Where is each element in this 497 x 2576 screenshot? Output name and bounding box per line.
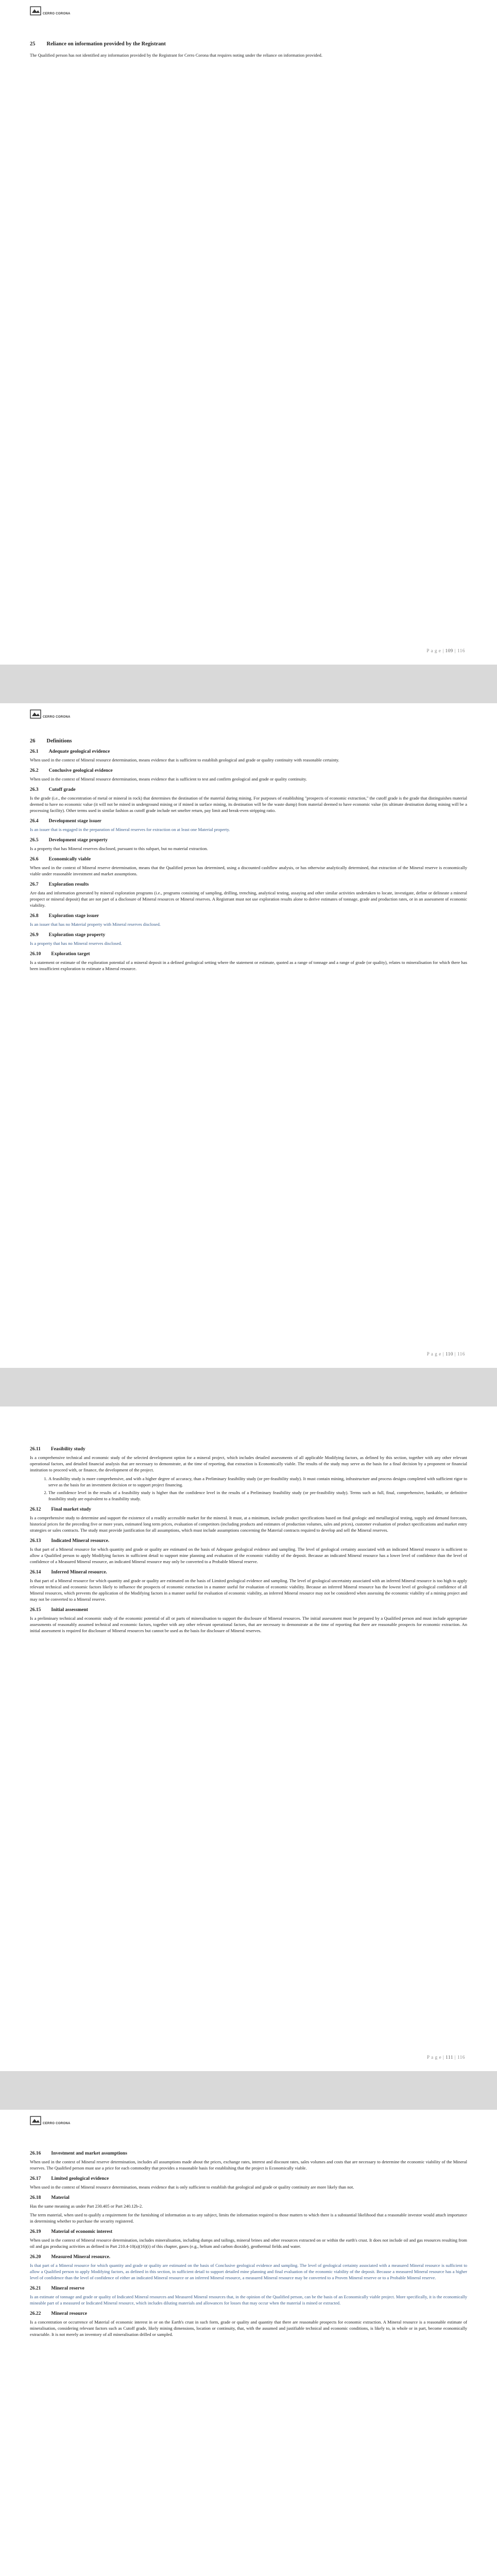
definition-text: When used in the context of Mineral resource determination, means evidence that is sufficient to establish geological and grade or quality continuity with reasonable certainty. — [30, 757, 339, 762]
definition-text: Is a statement or estimate of the exploration potential of a mineral deposit in a defined geological setting where the statement or estimate, quoted as a range of tonnage and a range of grade (or quality), relates to mineralisation for which there has been insufficient exploration to estimate a Mineral resource. — [30, 960, 467, 971]
definition-text: Is a comprehensive technical and economic study of the selected development option for a mineral project, which includes detailed assessments of all applicable Modifying factors, as defined by this section, together with any other relevant operational factors, and detailed financial analysis that are necessary to demonstrate, at the time of reporting, that extraction is Economically viable. The results of the study may serve as the basis for a final decision by a proponent or financial institution to proceed with, or finance, the development of the project. — [30, 1455, 467, 1472]
definition-text: When used in the context of Mineral reserve determination, means that the Qualified person has determined, using a discounted cashflow analysis, or has otherwise analytically determined, that extraction of the Mineral reserve is economically viable under reasonable investment and market assumptions. — [30, 865, 467, 876]
list-item: 2. The confidence level in the results of a feasibility study is higher than the confidence level in the results of a Preliminary feasibility study (or pre-feasibility study). Terms such as full, final, comprehensive, bankable, or definitive feasibility study are equivalent to a feasibility study. — [48, 1489, 467, 1502]
definition-heading: 26.18 Material — [30, 2195, 70, 2200]
section-heading: 25 Reliance on information provided by the Registrant — [30, 41, 166, 47]
definition-heading: 26.6 Economically viable — [30, 857, 91, 862]
definition-heading: 26.14 Inferred Mineral resource. — [30, 1570, 107, 1575]
document-page — [0, 1406, 497, 2071]
section-heading: 26 Definitions — [30, 738, 72, 744]
definition-heading: 26.2 Conclusive geological evidence — [30, 768, 113, 773]
definition-heading: 26.19 Material of economic interest — [30, 2229, 113, 2234]
definition-text: Is an issuer that is engaged in the preparation of Mineral reserves for extraction on at least one Material property. — [30, 827, 230, 832]
definition-heading: 26.10 Exploration target — [30, 952, 90, 957]
definition-heading: 26.12 Final market study — [30, 1507, 91, 1512]
definition-heading: 26.15 Initial assessment — [30, 1607, 88, 1613]
definition-heading: 26.4 Development stage issuer — [30, 819, 101, 824]
page-footer: P a g e | 110 | 116 — [426, 1351, 465, 1357]
definition-heading: 26.17 Limited geological evidence — [30, 2176, 109, 2181]
document-page — [0, 703, 497, 1368]
definition-text: Is that part of a Mineral resource for which quantity and grade or quality are estimated on the basis of Limited geological evidence and sampling. The level of geological uncertainty associated with an inferred Mineral resource is too high to apply relevant technical and economic factors likely to influence the prospects of economic extraction in a manner useful for evaluation of economic viability. Because an inferred Mineral resource has the lowest level of geological confidence of all Mineral resources, which prevents the application of the Modifying factors in a manner useful for evaluation of economic viability, an inferred Mineral resource may not be considered when assessing the economic viability of a mining project and may not be converted to a Mineral reserve. — [30, 1578, 467, 1602]
definition-heading: 26.9 Exploration stage property — [30, 933, 106, 938]
definition-text: When used in the context of Mineral resource determination, means evidence that is only sufficient to establish that geological and grade or quality continuity are more likely than not. — [30, 2184, 354, 2190]
company-logo — [30, 2116, 71, 2125]
definition-text: Is a property that has no Mineral reserves disclosed. — [30, 941, 122, 946]
definition-heading: 26.8 Exploration stage issuer — [30, 913, 99, 919]
definition-text: The term material, when used to qualify a requirement for the furnishing of information as to any subject, limits the information required to those matters to which there is a substantial likelihood that a reasonable investor would attach importance in determining whether to purchase the security registered. — [30, 2212, 467, 2224]
page-footer: P a g e | 109 | 116 — [426, 648, 465, 653]
definition-text: Is a comprehensive study to determine and support the existence of a readily accessible market for the mineral. It must, at a minimum, include product specifications based on final geologic and metallurgical testing, supply and demand forecasts, historical prices for the preceding five or more years, estimated long term prices, evaluation of competitors (including products and estimates of production volumes, sales and prices), customer evaluation of product specifications and market entry strategies or sales contracts. The study must provide justification for all assumptions, which must include assumptions concerning the Material contracts required to develop and sell the Mineral reserves. — [30, 1515, 467, 1533]
definition-text: Is a preliminary technical and economic study of the economic potential of all or parts of mineralisation to support the disclosure of Mineral resources. The initial assessment must be prepared by a Qualified person and must include appropriate assessments of reasonably assumed technical and economic factors, together with any other relevant operational factors, that are necessary to demonstrate at the time of reporting that there are reasonable prospects for economic extraction. An initial assessment is required for disclosure of Mineral resources but cannot be used as the basis for disclosure of Mineral reserves. — [30, 1616, 467, 1633]
definition-text: Is an estimate of tonnage and grade or quality of Indicated Mineral resources and Measured Mineral resources that, in the opinion of the Qualified person, can be the basis of an Economically viable project. More specifically, it is the economically mineable part of a measured or Indicated Mineral resource, which includes diluting materials and allowances for losses that may occur when the material is mined or extracted. — [30, 2294, 467, 2306]
list-item: 1. A feasibility study is more comprehensive, and with a higher degree of accuracy, than a Preliminary feasibility study (or pre-feasibility study). It must contain mining, infrastructure and process designs completed with sufficient rigor to serve as the basis for an investment decision or to support project financing. — [48, 1476, 467, 1488]
body-text: The Qualified person has not identified any information provided by the Registrant for Cerro Corona that requires noting under the reliance on information provided. — [30, 53, 322, 58]
document-page — [0, 2110, 497, 2576]
document-page — [0, 0, 497, 665]
definition-text: When used in the context of Mineral resource determination, means evidence that is sufficient to test and confirm geological and grade or quality continuity. — [30, 776, 307, 782]
logo-text: CERRO CORONA — [43, 2122, 71, 2125]
definition-text: When used in the context of Mineral reserve determination, includes all assumptions made about the prices, exchange rates, interest and discount rates, sales volumes and costs that are necessary to determine the economic viability of the Mineral reserves. The Qualified person must use a price for each commodity that provides a reasonable basis for establishing that the project is Economically viable. — [30, 2159, 467, 2171]
definition-heading: 26.16 Investment and market assumptions — [30, 2151, 127, 2156]
definition-heading: 26.1 Adequate geological evidence — [30, 749, 110, 754]
company-logo — [30, 6, 71, 15]
definition-heading: 26.13 Indicated Mineral resource. — [30, 1538, 110, 1544]
logo-icon — [30, 2116, 41, 2125]
definition-heading: 26.21 Mineral reserve — [30, 2286, 84, 2291]
definition-heading: 26.11 Feasibility study — [30, 1447, 85, 1452]
logo-icon — [30, 6, 41, 15]
definition-text: Is that part of a Mineral resource for which quantity and grade or quality are estimated on the basis of Adequate geological evidence and sampling. The level of geological certainty associated with an indicated Mineral resource is sufficient to allow a Qualified person to apply Modifying factors in sufficient detail to support mine planning and evaluation of the economic viability of the deposit. Because an indicated Mineral resource has a lower level of confidence than the level of confidence of a Measured Mineral resource, an indicated Mineral resource may only be converted to a Probable Mineral reserve. — [30, 1547, 467, 1564]
definition-heading: 26.3 Cutoff grade — [30, 787, 76, 792]
definition-heading: 26.7 Exploration results — [30, 882, 89, 887]
logo-text: CERRO CORONA — [43, 716, 71, 719]
company-logo — [30, 709, 71, 719]
definition-list — [41, 1476, 467, 1502]
definition-text: Is a property that has Mineral reserves disclosed, pursuant to this subpart, but no material extraction. — [30, 846, 208, 851]
logo-icon — [30, 709, 41, 719]
definition-text: Are data and information generated by mineral exploration programs (i.e., programs consisting of sampling, drilling, trenching, analytical testing, assaying and other similar activities undertaken to locate, investigate, define or delineate a mineral prospect or mineral deposit) that are not part of a disclosure of Mineral resources or Mineral reserves. A Registrant must not use exploration results alone to derive estimates of tonnage, grade and production rates, or in an assessment of economic viability. — [30, 890, 467, 908]
definition-text: Is an issuer that has no Material property with Mineral reserves disclosed. — [30, 922, 161, 927]
definition-heading: 26.22 Mineral resource — [30, 2311, 87, 2316]
definition-text: When used in the context of Mineral resource determination, includes mineralisation, including dumps and tailings, mineral brines and other resources extracted on or within the earth's crust. It does not include oil and gas resources resulting from oil and gas producing activities as defined in Part 210.4-10(a)(16)(i) of this chapter, gases (e.g., helium and carbon dioxide), geothermal fields and water. — [30, 2238, 467, 2249]
definition-text: Is that part of a Mineral resource for which quantity and grade or quality are estimated on the basis of Conclusive geological evidence and sampling. The level of geological certainty associated with a measured Mineral resource is sufficient to allow a Qualified person to apply Modifying factors, as defined in this section, in sufficient detail to support detailed mine planning and final evaluation of the economic viability of the deposit. Because a measured Mineral resource has a higher level of confidence than the level of confidence of either an indicated Mineral resource or an inferred Mineral resource, a measured Mineral resource may be converted to a Proven Mineral reserve or to a Probable Mineral reserve. — [30, 2263, 467, 2280]
definition-heading: 26.20 Measured Mineral resource. — [30, 2255, 111, 2260]
page-footer: P a g e | 111 | 116 — [427, 2055, 465, 2060]
definition-heading: 26.5 Development stage property — [30, 838, 108, 843]
definition-text: Is a concentration or occurrence of Material of economic interest in or on the Earth's crust in such form, grade or quality and quantity that there are reasonable prospects for economic extraction. A Mineral resource is a reasonable estimate of mineralisation, considering relevant factors such as Cutoff grade, likely mining dimensions, location or continuity, that, with the assumed and justifiable technical and economic conditions, is likely to, in whole or in part, become economically extractable. It is not merely an inventory of all mineralisation drilled or sampled. — [30, 2319, 467, 2337]
definition-text: Has the same meaning as under Part 230.405 or Part 240.12b-2. — [30, 2204, 143, 2209]
logo-text: CERRO CORONA — [43, 12, 71, 15]
definition-text: Is the grade (i.e., the concentration of metal or mineral in rock) that determines the destination of the material during mining. For purposes of establishing "prospects of economic extraction," the cutoff grade is the grade that distinguishes material deemed to have no economic value (it will not be mined in underground mining or if mined in surface mining, its destination will be the waste dump) from material deemed to have economic value (its ultimate destination during mining will be a processing facility). Other terms used in similar fashion as cutoff grade include net smelter return, pay limit and break-even stripping ratio. — [30, 795, 467, 813]
